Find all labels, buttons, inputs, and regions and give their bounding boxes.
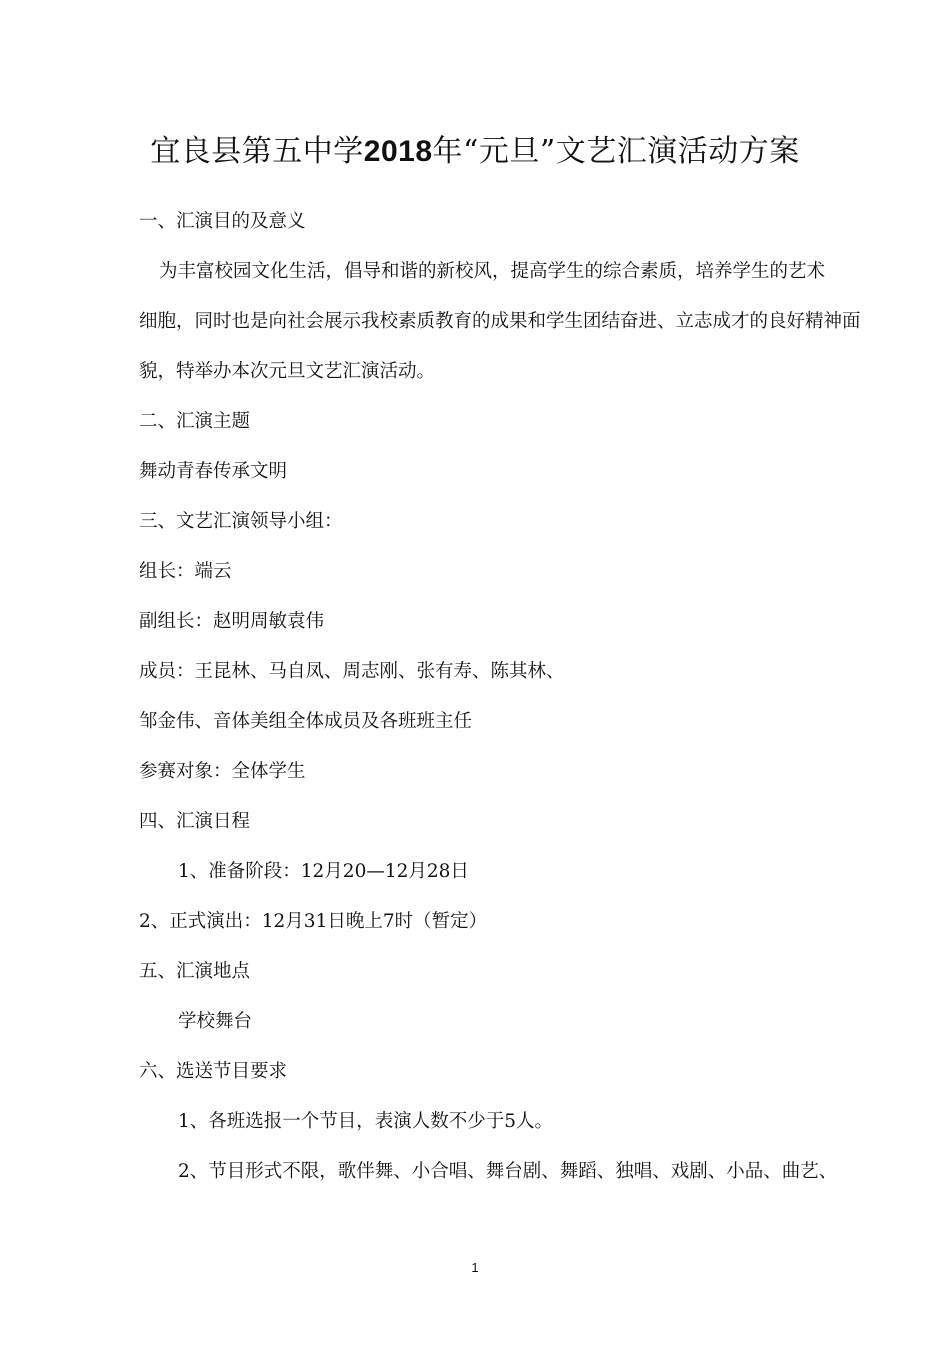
section-3-heading: 三、文艺汇演领导小组： [139,511,343,532]
section-3-members-line-2: 邹金伟、音体美组全体成员及各班班主任 [139,711,473,732]
page-number: 1 [471,1260,479,1275]
section-2-heading: 二、汇演主题 [139,411,251,432]
section-3-participants: 参赛对象：全体学生 [139,761,306,782]
section-6-heading: 六、选送节目要求 [139,1061,288,1082]
document-title [0,132,950,172]
section-1-paragraph-line-1: 为丰富校园文化生活，倡导和谐的新校风，提高学生的综合素质，培养学生的艺术 [159,261,826,282]
section-4-heading: 四、汇演日程 [139,811,251,832]
section-5-location: 学校舞台 [178,1011,253,1032]
section-6-item-2: 2、节目形式不限，歌伴舞、小合唱、舞台剧、舞蹈、独唱、戏剧、小品、曲艺、 [178,1161,838,1182]
section-6-item-1: 1、各班选报一个节目，表演人数不少于5人。 [178,1111,554,1132]
section-4-item-2: 2、正式演出：12月31日晚上7时（暂定） [139,911,488,932]
section-2-theme: 舞动青春传承文明 [139,461,288,482]
section-1-paragraph-line-2: 细胞，同时也是向社会展示我校素质教育的成果和学生团结奋进、立志成才的良好精神面 [139,311,861,332]
title-year: 2018 [363,135,433,168]
title-text-suffix: 年“元旦”文艺汇演活动方案 [432,134,800,169]
section-3-leader: 组长：端云 [139,561,232,582]
section-5-heading: 五、汇演地点 [139,961,251,982]
section-4-item-1: 1、准备阶段：12月20—12月28日 [178,861,469,882]
section-1-paragraph-line-3: 貌，特举办本次元旦文艺汇演活动。 [139,361,436,382]
title-text-prefix: 宜良县第五中学 [150,134,364,169]
section-3-members-line-1: 成员：王昆林、马自凤、周志刚、张有寿、陈其林、 [139,661,565,682]
section-3-deputy-leader: 副组长：赵明周敏袁伟 [139,611,325,632]
section-1-heading: 一、汇演目的及意义 [139,211,306,232]
